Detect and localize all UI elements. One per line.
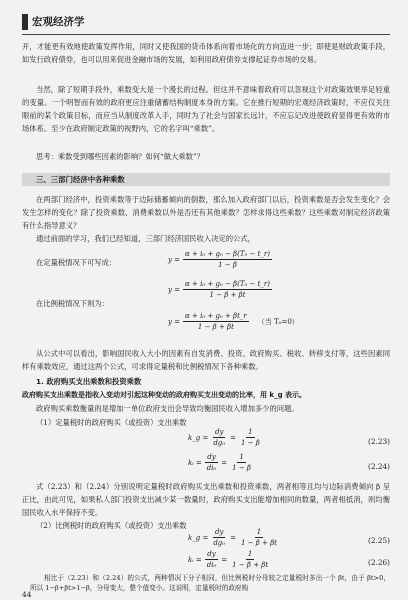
eq-numerator: α + i₀ + g₀ + βt_r xyxy=(185,312,247,320)
eq-denominator: 1 − β + βt xyxy=(209,291,246,299)
eq-numerator: 1 xyxy=(239,453,244,461)
equation-fixed-tax xyxy=(168,250,275,269)
eq-denominator: 1 − β + βt xyxy=(232,561,269,569)
eq-lhs: k_g = xyxy=(188,433,209,442)
paragraph-factors: 从公式中可以看出，影响国民收入大小的因素有自发消费、投资、政府购买、税收、转移支付等，这些因素同样有乘数效应，通过这两个公式，可求得定量税和比例税情况下各种乘数。 xyxy=(22,349,390,371)
eq-denominator: 1 − β xyxy=(232,464,251,472)
eq-denominator: 1 − β + βt xyxy=(240,539,277,547)
equation-2-25: k_g = $\frac{dy}{\text{dg₀}}$ = $\frac{1}{1 - \beta + \beta t}$ xyxy=(188,528,277,547)
eq-lhs: k_g = xyxy=(188,533,209,542)
eq-derivative-num: dy xyxy=(215,428,224,436)
eq-numerator: 1 xyxy=(247,550,253,558)
equation-number-2-25: (2.25) xyxy=(368,536,390,545)
definition-kg: 政府购买支出乘数是指收入变动对引起这种变动的政府购买支出变动的比率，用 k_g 表示。 xyxy=(22,391,307,399)
case-fixed-tax: （1）定量税时的政府购买（或投资）支出乘数 xyxy=(36,418,187,427)
subsection-title: 1. 政府购买支出乘数和投资乘数 xyxy=(36,377,142,386)
eq-lhs: y = xyxy=(168,317,181,326)
equation-2-26: kᵢ = $\frac{dy}{\text{di₀}}$ = $\frac{1}{1 - \beta + \beta t}$ xyxy=(188,550,269,569)
eq-numerator: 1 xyxy=(248,428,253,436)
eq-numerator: α + i₀ + g₀ − β(T₀ − t_r) xyxy=(185,250,271,258)
equation-2-23: k_g = $\frac{dy}{\text{dg₀}}$ = $\frac{1}{1 - \beta}$ xyxy=(188,428,260,447)
eq-derivative-num: dy xyxy=(207,550,216,558)
eq-note: （当 T₀=0） xyxy=(257,317,299,326)
eq-derivative-num: dy xyxy=(207,453,216,461)
equation-2-24: kᵢ = $\frac{dy}{\text{di₀}}$ = $\frac{1}{1 - \beta}$ xyxy=(188,453,251,472)
equation-proportional-tax-t0 xyxy=(168,312,299,331)
eq-lhs: y = xyxy=(168,255,181,264)
eq-lhs: y = xyxy=(168,285,181,294)
equation-number-2-26: (2.26) xyxy=(368,558,390,567)
case-proportional-tax: （2）比例税时的政府购买（或投资）支出乘数 xyxy=(36,521,187,530)
paragraph-intro: 开，才能更有效地使政策发挥作用，同时又使我国的货币体系向着市场化的方向迈进一步；即使是财政政策手段，如发行政府债券，也可以用来促进金融市场的发展，如利用政府债券支撑起证券市场的交易。 xyxy=(22,42,390,64)
eq-numerator: 1 xyxy=(256,528,262,536)
equation-proportional-tax xyxy=(168,280,275,299)
section-title: 三、三部门经济中各种乘数 xyxy=(36,175,125,184)
eq-derivative-den: di₀ xyxy=(206,464,217,472)
eq-derivative-den: dg₀ xyxy=(213,539,226,547)
paragraph-questions: 在两部门经济中，投资乘数等于边际储蓄倾向的倒数，那么加入政府部门以后，投资乘数是否会发生变化？会发生怎样的变化？除了投资乘数、消费乘数以外是否还有其他乘数？怎样求得这些乘数？这些乘数对制定经济政策有什么指导意义？ xyxy=(22,195,390,230)
paragraph-discussion: 当然，除了短期手段外，乘数变大是一个漫长的过程。但这并不意味着政府可以忽视这个对政策效果举足轻重的变量。一个明智而有效的政府更应注重储蓄结构制度本身的方案。它在推行短期的宏观经济政策时，不应仅关注眼前的某个政策目标，而应当从制度改革入手，同时为了社会与国家长远计，不应忘记改进使政府显得更有效的市场体系。至少在政府制定政策的视野内，它的名字叫“乘数”。 xyxy=(22,85,390,133)
running-header xyxy=(22,12,390,35)
header-title: 宏观经济学 xyxy=(32,16,85,28)
eq-numerator: α + i₀ + g₀ − β(T₀ − t_r) xyxy=(185,280,271,288)
eq-lhs: kᵢ = xyxy=(188,458,202,467)
eq-denominator: 1 − β + βt xyxy=(197,323,234,331)
paragraph-kg-meaning: 政府购买乘数衡量的是增加一单位政府支出会导致均衡国民收入增加多少的问题。 xyxy=(36,404,299,413)
paragraph-recall: 通过前面的学习，我们已经知道，三部门经济国民收入决定的公式， xyxy=(36,234,255,243)
label-proportional-tax: 在比例税情况下则为： xyxy=(36,299,109,308)
eq-derivative-den: di₀ xyxy=(206,561,217,569)
eq-denominator: 1 − β xyxy=(240,439,260,447)
label-fixed-tax: 在定量税情况下可写成： xyxy=(36,258,117,267)
header-marker xyxy=(22,14,28,30)
eq-denominator: 1 − β xyxy=(218,261,237,269)
page-number: 44 xyxy=(22,590,32,599)
eq-derivative-num: dy xyxy=(215,528,224,536)
paragraph-comparison: 相比于（2.23）和（2.24）的公式，两种情况下分子相同，但比例税时分母较之定量税时多出一个 βt，由于 βt>0，所以 1−β+βt>1−β，分母变大，整个值变小。这说明，定量税时的政府购 xyxy=(30,574,390,592)
equation-number-2-24: (2.24) xyxy=(368,462,390,471)
eq-lhs: kᵢ = xyxy=(188,555,202,564)
eq-derivative-den: dg₀ xyxy=(213,439,226,447)
thinking-question: 思考：乘数受到哪些因素的影响？如何“做大乘数”？ xyxy=(36,152,204,161)
equation-number-2-23: (2.23) xyxy=(368,437,390,446)
paragraph-fixed-tax-explanation: 式（2.23）和（2.24）分别说明定量税时政府购买支出乘数和投资乘数，两者相等且均与边际消费倾向 β 呈正比，由此可见，如果私人部门投资支出减少某一数量时，政府购买支出能增加相同的数量，两者相抵消，则均衡国民收入水平保持不变。 xyxy=(22,482,390,517)
